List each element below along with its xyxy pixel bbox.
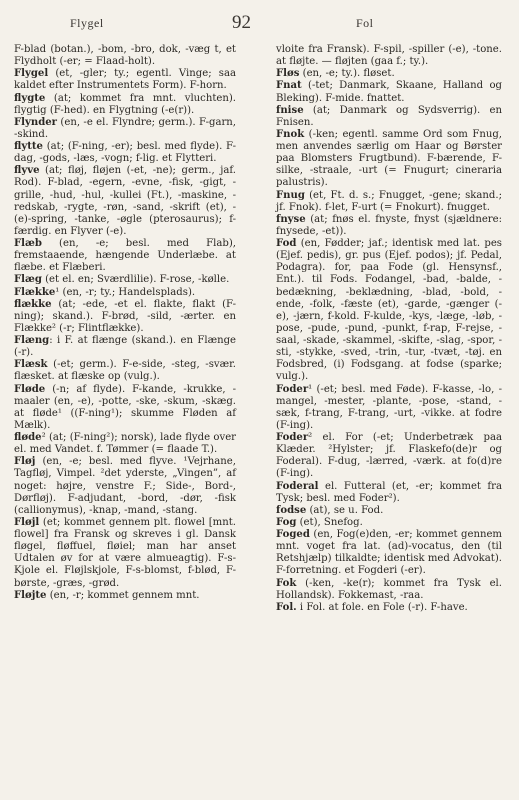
entry-text: (et el. en; Sværdlilie). F-rose, -kølle.: [41, 274, 230, 286]
entry-text: ¹ (en, -r; ty.; Handelsplads).: [55, 286, 196, 298]
entry-text: (en, -r; kommet gennem mnt.: [46, 589, 200, 601]
entry-text: (en, -e; besl. med Flab), fremstaaende, hængende Underlæbe. at flæbe. et Flæberi.: [14, 238, 236, 274]
dictionary-entry: [276, 190, 502, 214]
dictionary-entry: [14, 44, 236, 68]
headword: fløde: [14, 432, 42, 443]
dictionary-entry: [14, 335, 236, 359]
dictionary-entry: [276, 578, 502, 602]
headword: Fnok: [276, 128, 305, 140]
dictionary-entry: [276, 214, 502, 238]
entry-text: (at; -ede, -et el. flakte, flakt (F-ning); skand.). F-brød, -sild, -ærter. en Flække² (-r; Flintflække).: [14, 298, 236, 334]
dictionary-entry: [14, 287, 236, 299]
dictionary-entry: [276, 481, 502, 505]
headword: flyve: [14, 165, 40, 177]
dictionary-entry: [14, 68, 236, 92]
entry-text: (et, Ft. d. s.; Fnugget, -gene; skand.; jf. Fnok). f-let, F-urt (= Fnokurt). fnugget.: [276, 189, 502, 213]
entry-text: (at; kommet fra mnt. vluchten). flygtig (F-hed). en Flygtning (-e(r)).: [14, 92, 236, 116]
entry-text: F-blad (botan.), -bom, -bro, dok, -væg t, et Flydholt (-er; = Flaad-holt).: [14, 44, 236, 68]
headword: flække: [14, 298, 52, 310]
entry-text: (-tet; Danmark, Skaane, Halland og Bleking). F-mide. fnattet.: [276, 80, 502, 104]
headword: Foder: [276, 383, 309, 395]
dictionary-entry: [14, 590, 236, 602]
headword: Flæg: [14, 274, 42, 286]
entry-text: (at), se u. Fod.: [306, 504, 384, 516]
headword: Flygel: [14, 68, 49, 80]
entry-text: ² el. For (-et; Underbetræk paa Klæder. ²Hylster; jf. Flaskefo(de)r og Foderal). F-dug, -lærred, -værk. at fo(d)re (F-ing).: [276, 432, 502, 480]
headword: flygte: [14, 92, 46, 104]
dictionary-entry: [14, 432, 236, 456]
headword: Fløde: [14, 383, 46, 395]
entry-text: (-n; af flyde). F-kande, -krukke, -maaler (en, -e), -potte, -ske, -skum, -skæg. at fløde¹ ((F-ning¹); skumme Fløden af Mælk).: [14, 383, 236, 431]
entry-text: (-ken, -ke(r); kommet fra Tysk el. Hollandsk). Fokkemast, -raa.: [276, 577, 502, 601]
entry-text: (en, Fødder; jaf.; identisk med lat. pes (Ejef. pedis), gr. pus (Ejef. podos); jf. Pedal, Podagra). for, paa Fode (gl. Hensynsf., Ent.). til Fods. Fodangel, -bad, -balde, -bedækning, -beklædning, -blad, -bold, -ende, -folk, -fæste (et), -garde, -gænger (-e), -jærn, f-kold. F-kulde, -kys, -læge, -løb, -pose, -pude, -pund, -punkt, f-rap, F-rejse, -saal, -skade, -skammel, -skifte, -slag, -spor, -sti, -stykke, -sved, -trin, -tur, -tvæt, -tøj. en Fodsbred, (i) Fodsgang. at fodse (sparke; vulg.).: [276, 238, 502, 383]
left-column: [14, 44, 236, 602]
entry-text: (en, -e; ty.). fløset.: [299, 68, 395, 80]
dictionary-entry: [14, 299, 236, 335]
dictionary-entry: [14, 456, 236, 517]
dictionary-entry: [276, 432, 502, 481]
dictionary-entry: [276, 129, 502, 190]
dictionary-entry: [276, 602, 502, 614]
dictionary-entry: [276, 80, 502, 104]
headword: Fnug: [276, 189, 305, 201]
dictionary-entry: [276, 105, 502, 129]
dictionary-entry: [14, 384, 236, 433]
entry-text: ¹ (-et; besl. med Føde). F-kasse, -lo, -mangel, -mester, -plante, -pose, -stand, -sæk, f-trang, F-trang, -urt, -vikke. at fodre (F-ing).: [276, 383, 502, 431]
entry-text: (en, -e; besl. med flyve. ¹Vejrhane, Tagfløj, Vimpel. ²det yderste, „Vingen”, af noget: højre, venstre F.; Side-, Bord-, Dørfløj). F-adjudant, -bord, -dør, -fisk (callionymus), -knap, -mand, -stang.: [14, 456, 236, 516]
entry-text: (en, -e el. Flyndre; germ.). F-garn, -skind.: [14, 116, 236, 140]
right-column: [276, 44, 502, 614]
entry-text: ² (at; (F-ning²); norsk), lade flyde over el. med Vandet. f. Tømmer (= flaade T.).: [14, 432, 236, 456]
page-number: 92: [232, 12, 251, 33]
headword: Flække: [14, 286, 56, 298]
entry-text: (at; fløj, fløjen (-et, -ne); germ., jaf. Rod). F-blad, -egern, -evne, -fisk, -gigt, -grille, -hud, -hul, -kullei (Ft.), -maskine, -redskab, -rygte, -røn, -sand, -skrift (et), -(e)-spring, -tanke, -øgle (pterosaurus); f-færdig. en Flyver (-e).: [14, 165, 236, 237]
headword: Foder: [276, 432, 309, 443]
dictionary-entry: [14, 141, 236, 165]
headword: Fnat: [276, 80, 302, 92]
dictionary-entry: [276, 68, 502, 80]
headword: fnise: [276, 104, 304, 116]
headword: Fløjte: [14, 589, 47, 601]
dictionary-entry: [14, 117, 236, 141]
headword: Flæng: [14, 335, 50, 346]
entry-text: (at; (F-ning, -er); besl. med flyde). F-dag, -gods, -læs, -vogn; f-lig. et Flytteri.: [14, 141, 236, 165]
headword: Fod: [276, 238, 297, 249]
entry-text: (at; Danmark og Sydsverrig). en Fnisen.: [276, 104, 502, 128]
entry-text: (-et; germ.). F-e-side, -steg, -svær. flæsket. at flæske op (vulg.).: [14, 359, 236, 383]
entry-text: vloite fra Fransk). F-spil, -spiller (-e), -tone. at fløjte. — fløjten (gaa f.; ty.).: [276, 44, 502, 68]
entry-text: : i F. at flænge (skand.). en Flænge (-r).: [14, 335, 236, 359]
headword: Flæb: [14, 238, 42, 249]
entry-text: (-ken; egentl. samme Ord som Fnug, men anvendes særlig om Haar og Børster paa Blomsters Frugtbund). F-bærende, F-silke, -straale, -urt (= Fnugurt; cineraria palustris).: [276, 128, 502, 189]
headword: Foderal: [276, 480, 319, 492]
entry-text: (et; kommet gennem plt. flowel [mnt. flowel] fra Fransk og skreves i gl. Dansk fløgel, fløffuel, fløiel; man har anset Udtalen øv for at være almuеagtig). F-s-Kjole el. Fløjlskjole, F-s-blomst, f-blød, F-børste, -græs, -grød.: [14, 516, 236, 589]
entry-text: (en, Fog(e)den, -er; kommet gennem mnt. voget fra lat. (ad)-vocatus, den (til Retshjælp) tilkaldte; identisk med Advokat). F-forretning. et Fogderi (-er).: [276, 529, 502, 577]
headword: Foged: [276, 529, 310, 540]
running-head-left: Flygel: [70, 16, 104, 30]
dictionary-entry: [276, 44, 502, 68]
headword: flytte: [14, 141, 43, 152]
headword: Fløj: [14, 456, 36, 468]
dictionary-entry: [14, 274, 236, 286]
headword: Fol.: [276, 601, 297, 613]
dictionary-entry: [276, 529, 502, 578]
headword: Fok: [276, 577, 297, 589]
headword: Fløs: [276, 68, 300, 80]
headword: fodse: [276, 504, 307, 516]
entry-text: (et, -gler; ty.; egentl. Vinge; saa kaldet efter Instrumentets Form). F-horn.: [14, 68, 236, 92]
dictionary-entry: [14, 93, 236, 117]
headword: Fog: [276, 516, 297, 528]
dictionary-entry: [276, 505, 502, 517]
dictionary-entry: [14, 517, 236, 590]
running-head-right: Fol: [356, 16, 374, 30]
entry-text: el. Futteral (et, -er; kommet fra Tysk; besl. med Foder²).: [276, 480, 502, 504]
headword: fnyse: [276, 213, 306, 225]
entry-text: (at; fnøs el. fnyste, fnyst (sjældnere: fnysede, -et)).: [276, 213, 502, 237]
dictionary-entry: [14, 238, 236, 274]
dictionary-entry: [276, 238, 502, 384]
headword: Flæsk: [14, 359, 48, 371]
dictionary-entry: [276, 384, 502, 433]
dictionary-entry: [14, 165, 236, 238]
page-header: [0, 10, 519, 38]
headword: Flynder: [14, 116, 58, 128]
dictionary-entry: [14, 359, 236, 383]
dictionary-entry: [276, 517, 502, 529]
headword: Fløjl: [14, 516, 40, 528]
entry-text: i Fol. at fole. en Fole (-r). F-have.: [296, 601, 468, 613]
entry-text: (et), Snefog.: [296, 516, 363, 528]
